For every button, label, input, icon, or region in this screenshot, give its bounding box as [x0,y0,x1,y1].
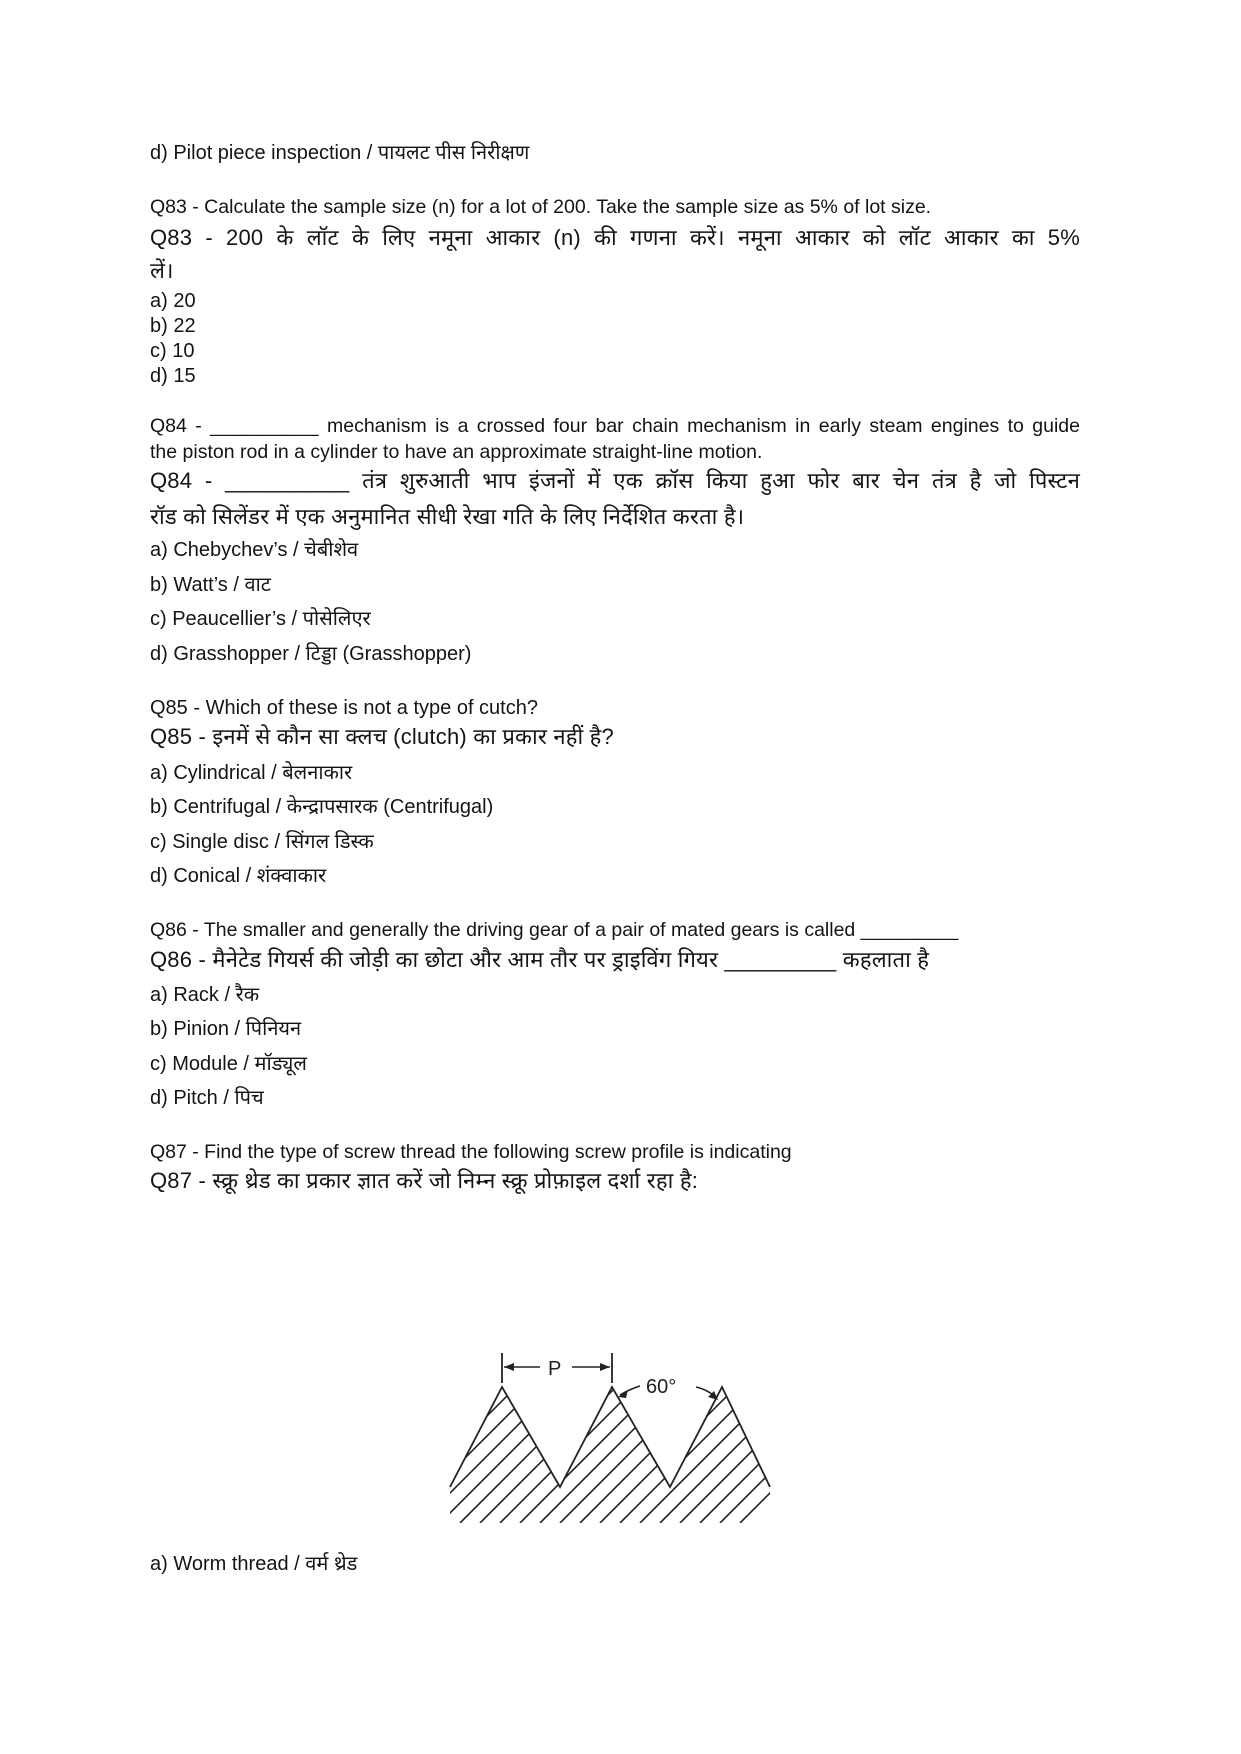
q86-text-english: Q86 - The smaller and generally the driving gear of a pair of mated gears is called _________ [150,919,959,941]
pitch-label: P [548,1358,562,1380]
q87-option-a: a) Worm thread / वर्म थ्रेड [150,1553,358,1575]
q83-text-english: Q83 - Calculate the sample size (n) for a lot of 200. Take the sample size as 5% of lot size. [150,196,932,218]
q85-option-a: a) Cylindrical / बेलनाकार [150,762,353,784]
q86-option-b: b) Pinion / पिनियन [150,1018,302,1040]
q86-option-c: c) Module / मॉड्यूल [150,1053,307,1075]
q84-option-b: b) Watt’s / वाट [150,574,271,596]
q85-option-c: c) Single disc / सिंगल डिस्क [150,831,374,853]
q85-option-d: d) Conical / शंक्वाकार [150,865,327,887]
q83-option-a: a) 20 [150,290,196,312]
q84-text-hindi-line1: Q84 - __________ तंत्र शुरुआती भाप इंजनों में एक क्रॉस किया हुआ फोर बार चेन तंत्र है जो पिस्टन [150,468,1080,493]
q83-option-c: c) 10 [150,340,195,362]
q84-text-english-line2: the piston rod in a cylinder to have an approximate straight-line motion. [150,441,763,463]
q83-option-b: b) 22 [150,315,196,337]
q87-text-hindi: Q87 - स्क्रू थ्रेड का प्रकार ज्ञात करें जो निम्न स्क्रू प्रोफ़ाइल दर्शा रहा है: [150,1168,699,1193]
angle-label: 60° [646,1376,677,1398]
q83-text-hindi-line2: लें। [150,258,174,283]
q83-text-hindi-line1: Q83 - 200 के लॉट के लिए नमूना आकार (n) की गणना करें। नमूना आकार को लॉट आकार का 5% [150,225,1080,250]
q86-option-d: d) Pitch / पिच [150,1087,264,1109]
q84-text-hindi-line2: रॉड को सिलेंडर में एक अनुमानित सीधी रेखा गति के लिए निर्देशित करता है। [150,504,745,529]
q82-option-d: d) Pilot piece inspection / पायलट पीस निरीक्षण [150,142,530,164]
q84-option-d: d) Grasshopper / टिड्डा (Grasshopper) [150,643,472,665]
q84-option-a: a) Chebychev’s / चेबीशेव [150,539,359,561]
q85-option-b: b) Centrifugal / केन्द्रापसारक (Centrifugal) [150,796,494,818]
q84-text-english-line1: Q84 - __________ mechanism is a crossed four bar chain mechanism in early steam engines to guide [150,415,1080,437]
q86-text-hindi: Q86 - मैनेटेड गियर्स की जोड़ी का छोटा और आम तौर पर ड्राइविंग गियर _________ कहलाता है [150,947,930,972]
q85-text-english: Q85 - Which of these is not a type of cutch? [150,697,538,719]
q87-text-english: Q87 - Find the type of screw thread the following screw profile is indicating [150,1141,792,1163]
q83-option-d: d) 15 [150,365,196,387]
q85-text-hindi: Q85 - इनमें से कौन सा क्लच (clutch) का प्रकार नहीं है? [150,724,614,749]
q86-option-a: a) Rack / रैक [150,984,260,1006]
q84-option-c: c) Peaucellier’s / पोसेलिएर [150,608,371,630]
screw-thread-profile-figure [440,1345,790,1525]
